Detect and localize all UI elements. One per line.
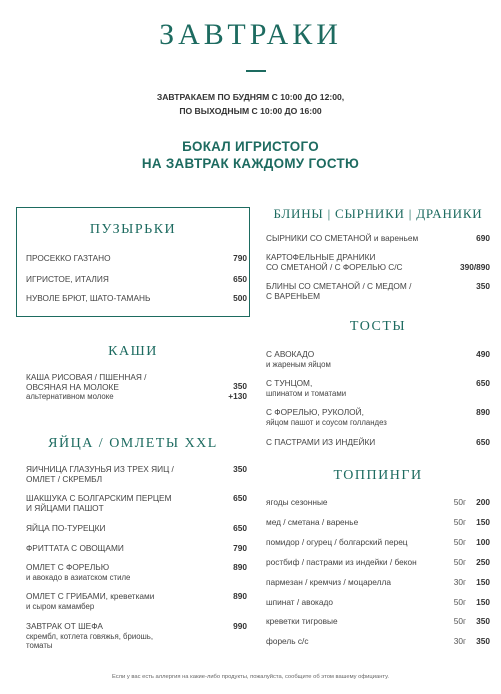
item-line-2: скрембл, котлета говяжья, бриошь, [26,631,154,641]
item-price: 890 [233,591,247,601]
item-name [26,622,153,651]
item-name [26,465,174,484]
item-name: ИГРИСТОЕ, ИТАЛИЯ [26,274,109,284]
item-line-1: ЗАВТРАК ОТ ШЕФА [26,621,103,631]
item-price: 890 [233,562,247,572]
item-price: 790 [233,543,247,553]
item-line-2: и сыром камамбер [26,601,95,611]
promo-line-1: БОКАЛ ИГРИСТОГО [182,139,319,154]
item-price: 990 [233,621,247,631]
item-line-2: и авокадо в азиатском стиле [26,572,131,582]
item-line-3: альтернативном молоке [26,392,114,401]
item-price: 650 [233,523,247,533]
item-price: 650 [233,274,247,284]
item-name: С ПАСТРАМИ ИЗ ИНДЕЙКИ [266,437,376,447]
section-title-pancakes: БЛИНЫ | СЫРНИКИ | ДРАНИКИ [273,206,483,221]
item-price: 650 [476,437,490,447]
item-name [26,592,154,611]
item-name [26,494,172,513]
hours-weekends: ПО ВЫХОДНЫМ С 10:00 ДО 16:00 [179,106,322,116]
item-line-1: С АВОКАДО [266,349,315,359]
item-price: 790 [233,253,247,263]
item-price: 150 [476,517,490,527]
item-line-1: ЯИЧНИЦА ГЛАЗУНЬЯ ИЗ ТРЕХ ЯИЦ / [26,464,174,474]
item-line-2: СО СМЕТАНОЙ / С ФОРЕЛЬЮ С/С [266,261,403,272]
item-line-2: С ВАРЕНЬЕМ [266,290,321,301]
item-line-2: ОМЛЕТ / СКРЕМБЛ [26,473,103,484]
item-price: 890 [476,407,490,417]
item-price: 650 [233,493,247,503]
item-weight: 50г [453,497,466,507]
item-price: 500 [233,293,247,303]
item-name: ЯЙЦА ПО-ТУРЕЦКИ [26,523,106,533]
item-price: 690 [476,233,490,243]
item-price: 490 [476,349,490,359]
page-title: ЗАВТРАКИ [159,18,342,51]
item-name: СЫРНИКИ СО СМЕТАНОЙ и вареньем [266,233,419,243]
section-title-bubbles: ПУЗЫРЬКИ [89,222,177,237]
item-line-1: С ТУНЦОМ, [266,378,313,388]
item-line-1: ОМЛЕТ С ФОРЕЛЬЮ [26,562,110,572]
item-weight: 30г [453,636,466,646]
promo-line-2: НА ЗАВТРАК КАЖДОМУ ГОСТЮ [141,156,360,171]
item-name: креветки тигровые [266,616,338,626]
item-line-1: С ФОРЕЛЬЮ, РУКОЛОЙ, [266,407,364,417]
item-line-1: КАША РИСОВАЯ / ПШЕННАЯ / [26,372,147,382]
hours-weekdays: ЗАВТРАКАЕМ ПО БУДНЯМ С 10:00 ДО 12:00, [156,92,345,102]
title-divider [246,70,266,72]
allergy-footnote: Если у вас есть аллергия на какие-либо продукты, пожалуйста, сообщите об этом вашему официанту. [111,674,390,680]
menu-item [26,373,247,405]
item-name: ФРИТТАТА С ОВОЩАМИ [26,543,124,553]
item-line-1: БЛИНЫ СО СМЕТАНОЙ / С МЕДОМ / [266,281,412,291]
item-line-1: ОМЛЕТ С ГРИБАМИ, креветками [26,591,155,601]
item-name [266,350,331,369]
item-name: помидор / огурец / болгарский перец [266,537,408,547]
item-name: форель с/с [266,636,309,646]
item-weight: 50г [453,597,466,607]
item-name [266,253,403,272]
item-name: пармезан / кремчиз / моцарелла [266,577,391,587]
item-price: 350 [476,281,490,291]
item-name [26,373,147,402]
item-line-3: томаты [26,641,53,650]
item-weight: 50г [453,517,466,527]
item-price: 390/890 [460,262,490,272]
item-price: 150 [476,597,490,607]
item-line-2: И ЯЙЦАМИ ПАШОТ [26,502,104,513]
item-weight: 30г [453,577,466,587]
item-price: 650 [476,378,490,388]
item-price: 350 [476,636,490,646]
item-price: 200 [476,497,490,507]
item-price [228,382,247,401]
section-title-toasts: ТОСТЫ [349,319,407,334]
item-price: 350 [233,464,247,474]
item-price: 150 [476,577,490,587]
item-line-2: яйцом пашот и соусом голландез [266,417,387,427]
item-weight: 50г [453,557,466,567]
item-price: 250 [476,557,490,567]
section-title-porridge: КАШИ [108,344,158,359]
item-weight: 50г [453,616,466,626]
item-name: мед / сметана / варенье [266,517,359,527]
item-name: ягоды сезонные [266,497,328,507]
price-extra: +130 [228,390,247,401]
opening-hours [0,90,501,118]
item-price: 350 [476,616,490,626]
item-name [266,379,346,398]
section-title-toppings: ТОППИНГИ [333,468,423,483]
item-line-1: ШАКШУКА С БОЛГАРСКИМ ПЕРЦЕМ [26,493,172,503]
item-price: 100 [476,537,490,547]
item-name [26,563,130,582]
item-name: НУВОЛЕ БРЮТ, ШАТО-ТАМАНЬ [26,293,151,303]
item-line-2: шпинатом и томатами [266,388,347,398]
item-name: ростбиф / пастрами из индейки / бекон [266,557,417,567]
item-name [266,282,411,301]
price-main: 350 [233,381,247,391]
item-line-2: и жареным яйцом [266,359,331,369]
promo-banner [0,138,501,172]
section-title-eggs: ЯЙЦА / ОМЛЕТЫ XXL [48,436,218,451]
item-name [266,408,387,427]
item-name: ПРОСЕККО ГАЗТАНО [26,253,111,263]
item-weight: 50г [453,537,466,547]
item-line-2: ОВСЯНАЯ НА МОЛОКЕ [26,381,119,392]
item-name: шпинат / авокадо [266,597,333,607]
item-line-1: КАРТОФЕЛЬНЫЕ ДРАНИКИ [266,252,376,262]
